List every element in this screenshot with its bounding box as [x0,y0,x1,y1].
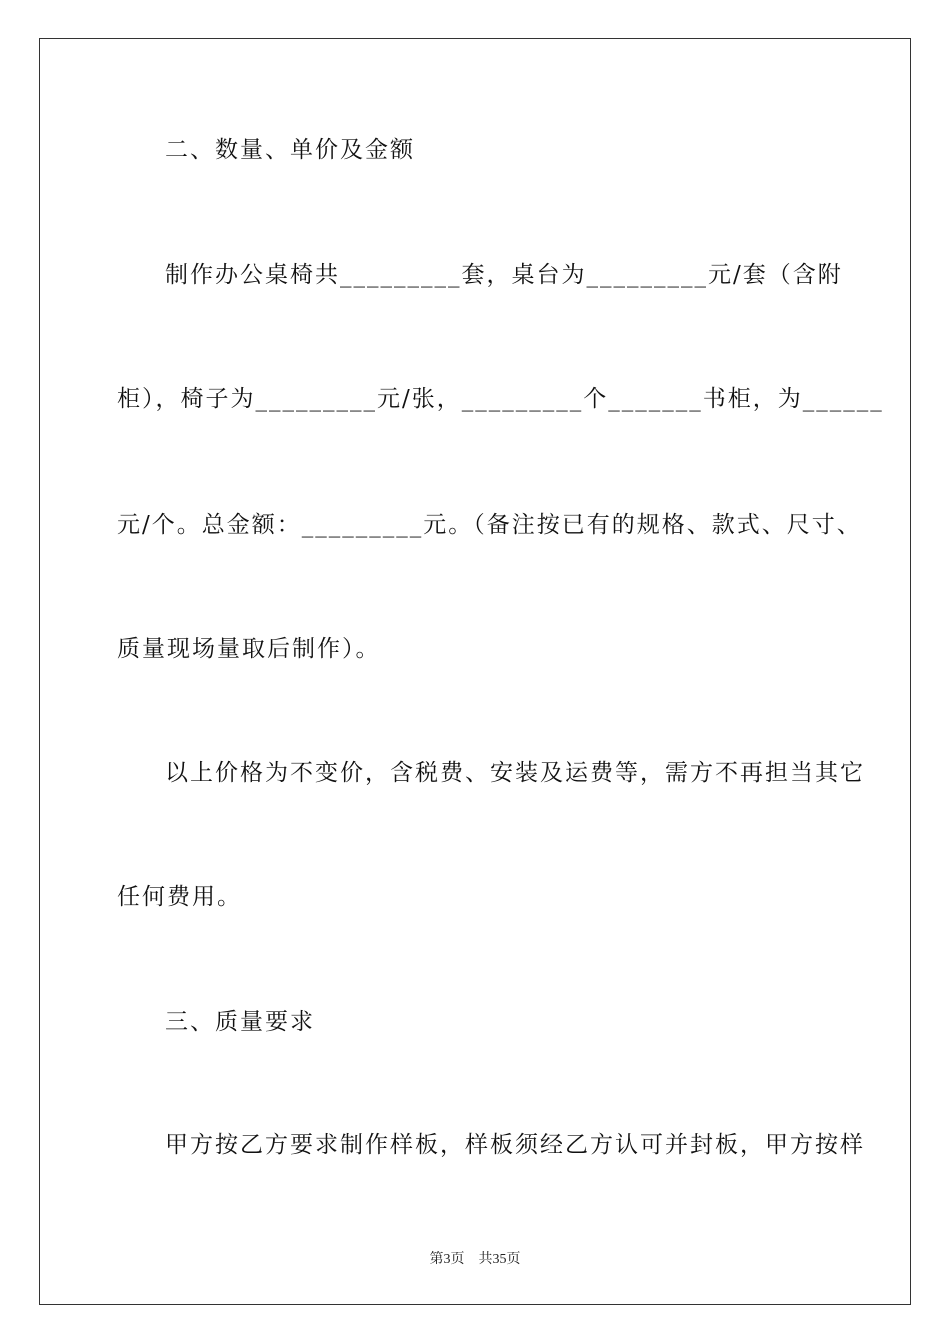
section-heading-quality: 三、质量要求 [165,1009,315,1035]
section-heading-quantity-price: 二、数量、单价及金额 [165,137,415,163]
paragraph-line: 质量现场量取后制作）。 [117,636,381,662]
paragraph-line: 元/个。总金额：_________元。（备注按已有的规格、款式、尺寸、 [117,512,862,538]
paragraph-line: 柜），椅子为_________元/张，_________个_______书柜，为______ [117,386,884,412]
paragraph-line: 任何费用。 [117,884,242,910]
page-footer [0,1248,950,1268]
paragraph-line: 以上价格为不变价，含税费、安装及运费等，需方不再担当其它 [165,760,865,786]
page-border [39,38,911,1305]
page-number: 第3页 [429,1252,465,1267]
page-total: 共35页 [478,1252,521,1267]
paragraph-line: 制作办公桌椅共_________套，桌台为_________元/套（含附 [165,262,843,288]
paragraph-line: 甲方按乙方要求制作样板，样板须经乙方认可并封板，甲方按样 [165,1132,865,1158]
